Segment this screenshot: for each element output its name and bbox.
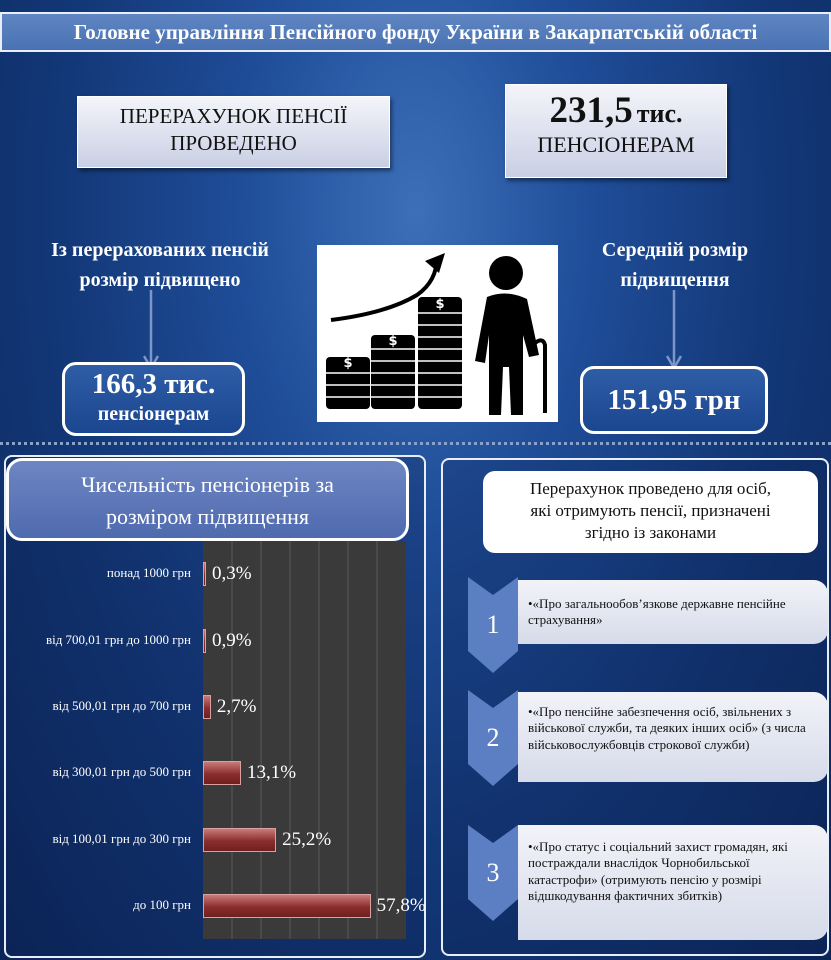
chart-bar <box>203 629 206 653</box>
law-item: •«Про пенсійне забезпечення осіб, звільнених з військової служби, та деяких інших осіб» (з числа військовослужбовців строкової служби) <box>518 692 828 782</box>
chart-data-label: 13,1% <box>246 762 297 784</box>
law-item: •«Про статус і соціальний захист громадян, які постраждали внаслідок Чорнобильської катастрофи» (отримують пенсію у розмірі відшкодування фактичних збитків) <box>518 825 828 940</box>
recalc-done-box <box>77 96 390 168</box>
chart-data-label: 25,2% <box>282 828 332 850</box>
chart-data-label: 2,7% <box>216 695 257 717</box>
chart-category-label: від 700,01 грн до 1000 грн <box>45 631 191 647</box>
chart-category-label: від 500,01 грн до 700 грн <box>52 697 191 713</box>
chart-title <box>6 458 409 541</box>
pensioner-count-box <box>505 84 727 178</box>
laws-title <box>483 471 818 553</box>
laws-title-line2: які отримують пенсії, призначені <box>530 501 771 521</box>
increased-value: 166,3 тис. <box>91 368 216 400</box>
page-header: Головне управління Пенсійного фонду України в Закарпатській області <box>0 12 831 52</box>
chart-title-line1: Чисельність пенсіонерів за <box>81 472 334 497</box>
average-value: 151,95 грн <box>607 384 741 416</box>
down-arrow-icon <box>143 290 159 372</box>
chart-data-label: 57,8% <box>376 894 426 916</box>
increased-heading-line1: Із перерахованих пенсій <box>51 239 269 261</box>
law-number: 3 <box>486 858 500 887</box>
chart-bar <box>203 894 371 918</box>
svg-text:$: $ <box>435 297 445 312</box>
count-unit: тис. <box>636 99 683 128</box>
average-heading-line2: підвищення <box>620 269 730 291</box>
divider-dotted <box>0 442 831 445</box>
count-value: 231,5 <box>549 90 633 131</box>
chart-category-label: понад 1000 грн <box>106 565 191 581</box>
chart-data-label: 0,3% <box>212 563 252 585</box>
chart-title-line2: розміром підвищення <box>105 503 310 529</box>
down-arrow-icon <box>666 290 682 372</box>
law-number: 2 <box>486 723 500 752</box>
average-heading <box>580 235 770 295</box>
chart-bar <box>203 695 211 719</box>
recalc-line2: ПРОВЕДЕНО <box>170 131 297 156</box>
chart-data-label: 0,9% <box>212 629 252 651</box>
recalc-line1: ПЕРЕРАХУНОК ПЕНСІЇ <box>119 104 348 128</box>
average-heading-line1: Середній розмір <box>601 239 749 261</box>
chart-category-label: до 100 грн <box>133 896 191 912</box>
count-sub: ПЕНСІОНЕРАМ <box>537 131 695 157</box>
laws-title-line3: згідно із законами <box>584 523 717 543</box>
increased-result-box <box>62 362 245 436</box>
increased-unit: пенсіонерам <box>97 402 210 425</box>
chart-category-label: від 100,01 грн до 300 грн <box>52 830 191 846</box>
average-result-box <box>580 366 768 434</box>
chart-bar <box>203 828 276 852</box>
chart-plot-area <box>203 541 406 939</box>
laws-title-line1: Перерахунок проведено для осіб, <box>529 479 772 498</box>
chart-bar <box>203 562 206 586</box>
increased-heading <box>20 235 300 295</box>
chart-grid <box>203 541 406 939</box>
increased-heading-line2: розмір підвищено <box>79 269 241 291</box>
chart-category-label: від 300,01 грн до 500 грн <box>52 764 191 780</box>
money-growth-elder-icon <box>317 245 558 422</box>
svg-text:$: $ <box>388 334 398 349</box>
law-item: •«Про загальнообов’язкове державне пенсійне страхування» <box>518 580 828 644</box>
svg-text:$: $ <box>343 356 353 371</box>
chart-bar <box>203 761 241 785</box>
law-number: 1 <box>486 610 500 639</box>
